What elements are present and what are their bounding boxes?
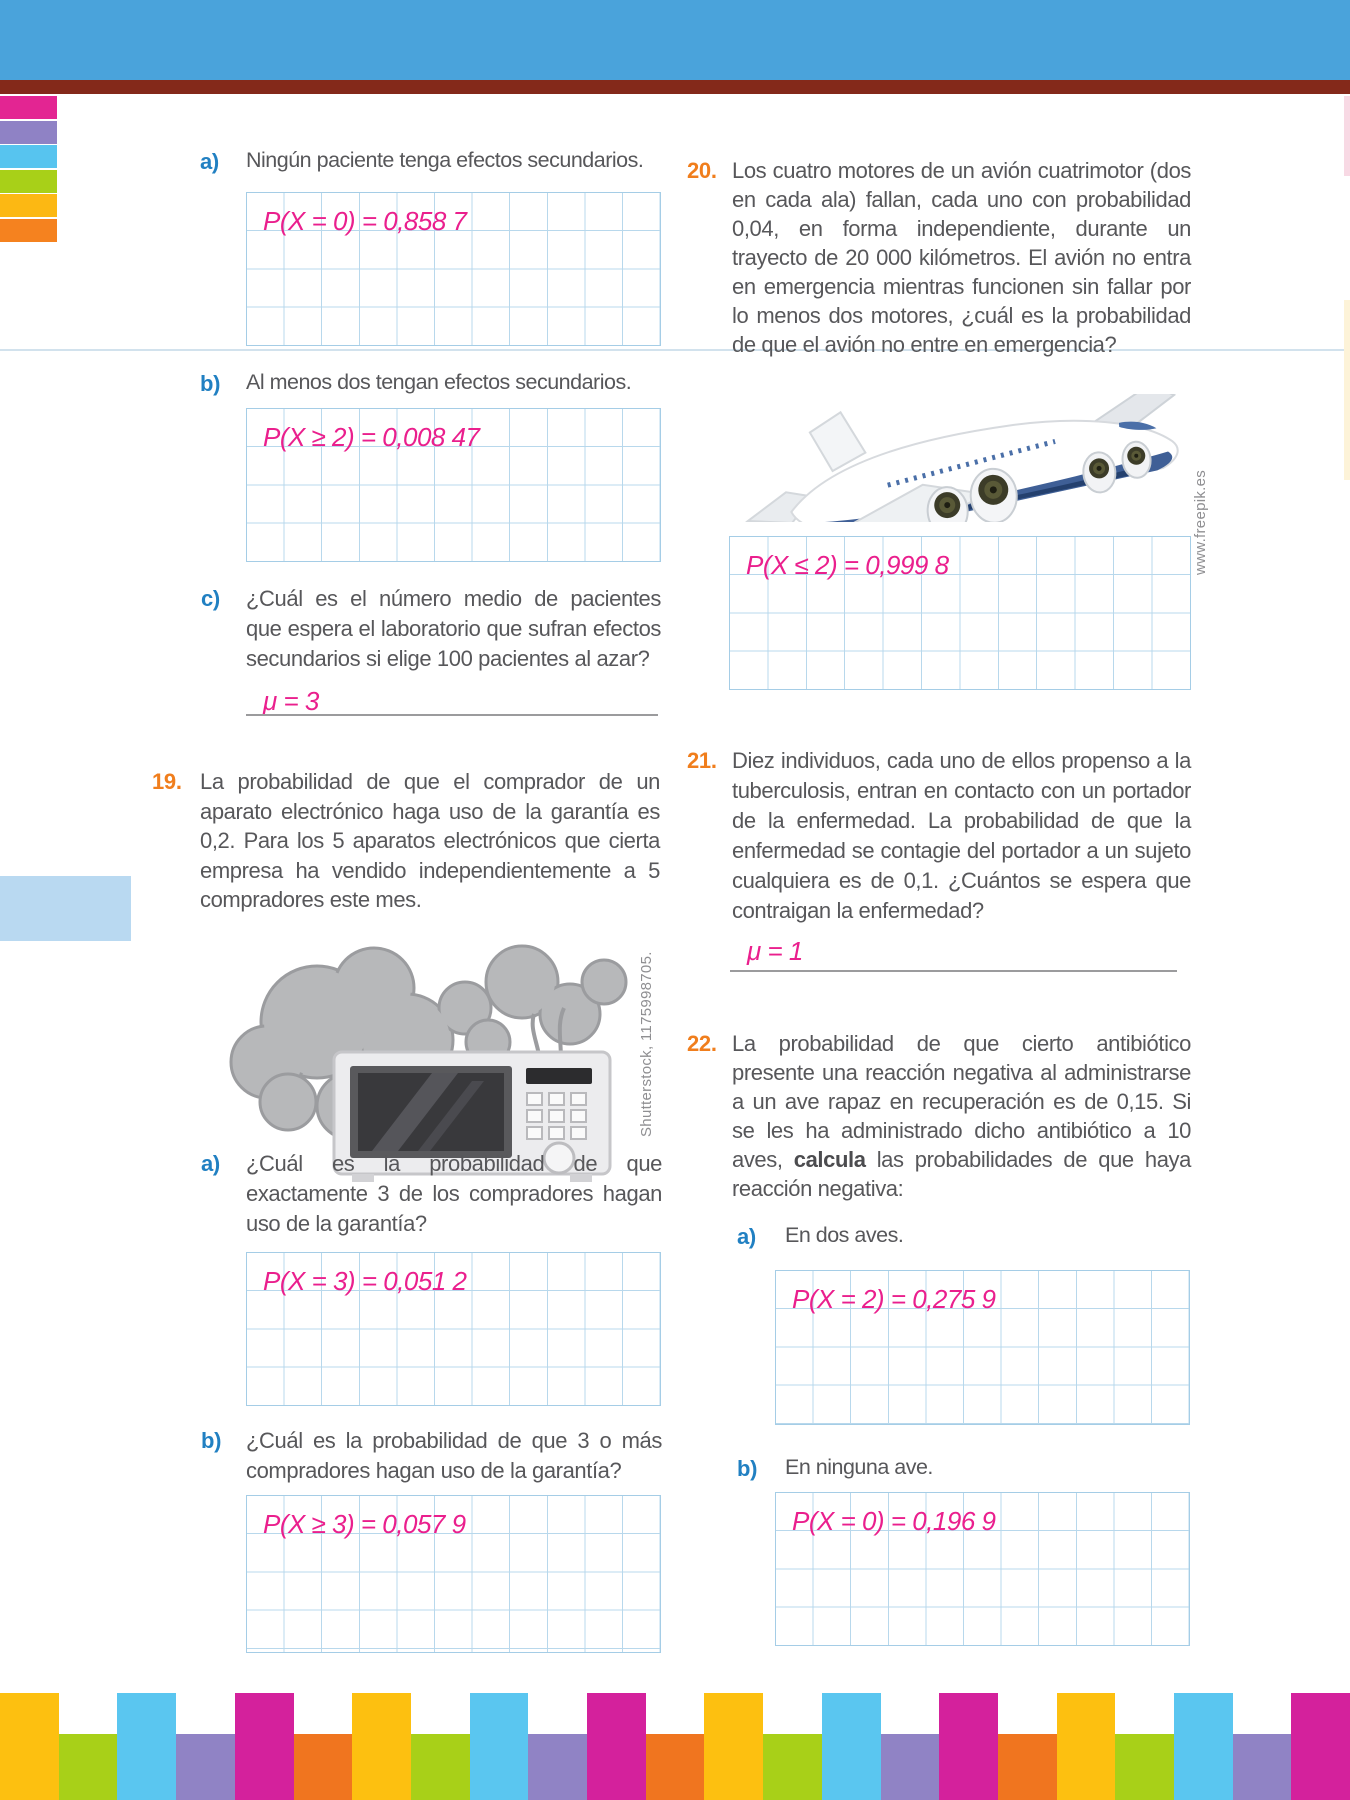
- item-b-text: Al menos dos tengan efectos secundarios.: [246, 370, 632, 394]
- item-22b-label: b): [737, 1456, 758, 1481]
- answer-grid-1: [246, 192, 661, 346]
- footer-bar: [0, 1693, 59, 1800]
- header-maroon-band: [0, 80, 1350, 94]
- item-22a-label: a): [737, 1224, 756, 1249]
- answer-grid-7: [775, 1492, 1190, 1646]
- footer-bar: [352, 1693, 411, 1800]
- footer-bar: [881, 1734, 940, 1800]
- exercise-22-bold-word: calcula: [793, 1147, 866, 1172]
- item-a-label: a): [200, 149, 219, 174]
- footer-bar: [294, 1734, 353, 1800]
- answer-rule: [730, 970, 1177, 972]
- airplane-illustration: [726, 394, 1196, 522]
- answer-2: P(X ≥ 2) = 0,008 47: [263, 422, 480, 452]
- footer-bar: [939, 1693, 998, 1800]
- answer-grid-2: [246, 408, 661, 562]
- item-c-label: c): [201, 586, 220, 611]
- chapter-tab: [0, 96, 57, 119]
- item-a-text: Ningún paciente tenga efectos secundarios.: [246, 148, 644, 172]
- footer-color-bars: [0, 1693, 1350, 1800]
- answer-20: P(X ≤ 2) = 0,999 8: [746, 550, 949, 580]
- footer-bar: [176, 1734, 235, 1800]
- chapter-tab: [0, 219, 57, 242]
- footer-bar: [763, 1734, 822, 1800]
- image-credit-shutterstock: Shutterstock, 1175998705.: [638, 951, 655, 1137]
- chapter-tab: [0, 145, 57, 168]
- footer-bar: [1291, 1693, 1350, 1800]
- footer-bar: [528, 1734, 587, 1800]
- exercise-20-text: Los cuatro motores de un avión cuatrimotor (dos en cada ala) fallan, cada uno con probabilidad 0,04, en forma independiente, durante un trayecto de 20 000 kilómetros. El avión no entra en emergencia mientras funcionen sin fallar por lo menos dos motores, ¿cuál es la probabilidad de que el avión no entre en emergencia?: [732, 158, 1191, 357]
- exercise-22-text-end: las probabilidades de que haya reacción negativa:: [732, 1147, 1191, 1201]
- footer-bar: [1233, 1734, 1292, 1800]
- item-22b-text: En ninguna ave.: [785, 1455, 933, 1479]
- footer-bar: [822, 1693, 881, 1800]
- answer-grid-3: [246, 1252, 661, 1406]
- item-19a-label: a): [201, 1151, 220, 1176]
- exercise-19-number: 19.: [152, 769, 182, 794]
- exercise-22-text: [732, 1029, 1191, 1203]
- answer-grid-5: [729, 536, 1191, 690]
- page-edge-strip: [1344, 96, 1350, 176]
- exercise-21-number: 21.: [687, 748, 717, 773]
- answer-1: P(X = 0) = 0,858 7: [263, 206, 467, 236]
- answer-mu-3: μ = 3: [263, 686, 319, 716]
- item-19a-text: ¿Cuál es la probabilidad de que exactamente 3 de los compradores hagan uso de la garantía?: [246, 1151, 662, 1236]
- item-19b-text: ¿Cuál es la probabilidad de que 3 o más compradores hagan uso de la garantía?: [246, 1428, 662, 1483]
- item-b-label: b): [200, 371, 221, 396]
- answer-rule: [246, 714, 658, 716]
- footer-bar: [411, 1734, 470, 1800]
- footer-bar: [704, 1693, 763, 1800]
- footer-bar: [1115, 1734, 1174, 1800]
- answer-grid-4: [246, 1495, 661, 1653]
- footer-bar: [235, 1693, 294, 1800]
- answer-19b: P(X ≥ 3) = 0,057 9: [263, 1509, 466, 1539]
- chapter-tab: [0, 194, 57, 217]
- footer-bar: [1174, 1693, 1233, 1800]
- item-c-text: ¿Cuál es el número medio de pacientes que espera el laboratorio que sufran efectos secundarios si elige 100 pacientes al azar?: [246, 586, 661, 671]
- page-number-tab: [0, 876, 131, 941]
- exercise-19-text: La probabilidad de que el comprador de un aparato electrónico haga uso de la garantía es 0,2. Para los 5 aparatos electrónicos que cierta empresa ha vendido independientemente a 5 compradores este mes.: [200, 769, 660, 912]
- exercise-20-number: 20.: [687, 158, 717, 183]
- item-19b-label: b): [201, 1428, 222, 1453]
- item-22a-text: En dos aves.: [785, 1223, 904, 1247]
- image-credit-freepik: www.freepik.es: [1192, 469, 1209, 575]
- exercise-22-text-start: La probabilidad de que cierto antibiótico presente una reacción negativa al administrarse a un ave rapaz en recuperación es de 0,15. Si se les ha administrado dicho antibiótico a 10 aves,: [732, 1031, 1191, 1172]
- header-blue-band: [0, 0, 1350, 80]
- footer-bar: [998, 1734, 1057, 1800]
- footer-bar: [587, 1693, 646, 1800]
- answer-22a: P(X = 2) = 0,275 9: [792, 1284, 996, 1314]
- chapter-tab: [0, 170, 57, 193]
- answer-22b: P(X = 0) = 0,196 9: [792, 1506, 996, 1536]
- footer-bar: [470, 1693, 529, 1800]
- exercise-22-number: 22.: [687, 1031, 717, 1056]
- chapter-tab: [0, 121, 57, 144]
- footer-bar: [59, 1734, 118, 1800]
- answer-mu-1: μ = 1: [747, 936, 803, 966]
- exercise-21-text: Diez individuos, cada uno de ellos propenso a la tuberculosis, entran en contacto con un portador de la enfermedad. La probabilidad de que la enfermedad se contagie del portador a un sujeto cualquiera es de 0,1. ¿Cuántos se espera que contraigan la enfermedad?: [732, 748, 1191, 923]
- footer-bar: [646, 1734, 705, 1800]
- footer-bar: [117, 1693, 176, 1800]
- page-edge-strip: [1344, 300, 1350, 480]
- answer-19a: P(X = 3) = 0,051 2: [263, 1266, 467, 1296]
- footer-bar: [1057, 1693, 1116, 1800]
- answer-grid-6: [775, 1270, 1190, 1425]
